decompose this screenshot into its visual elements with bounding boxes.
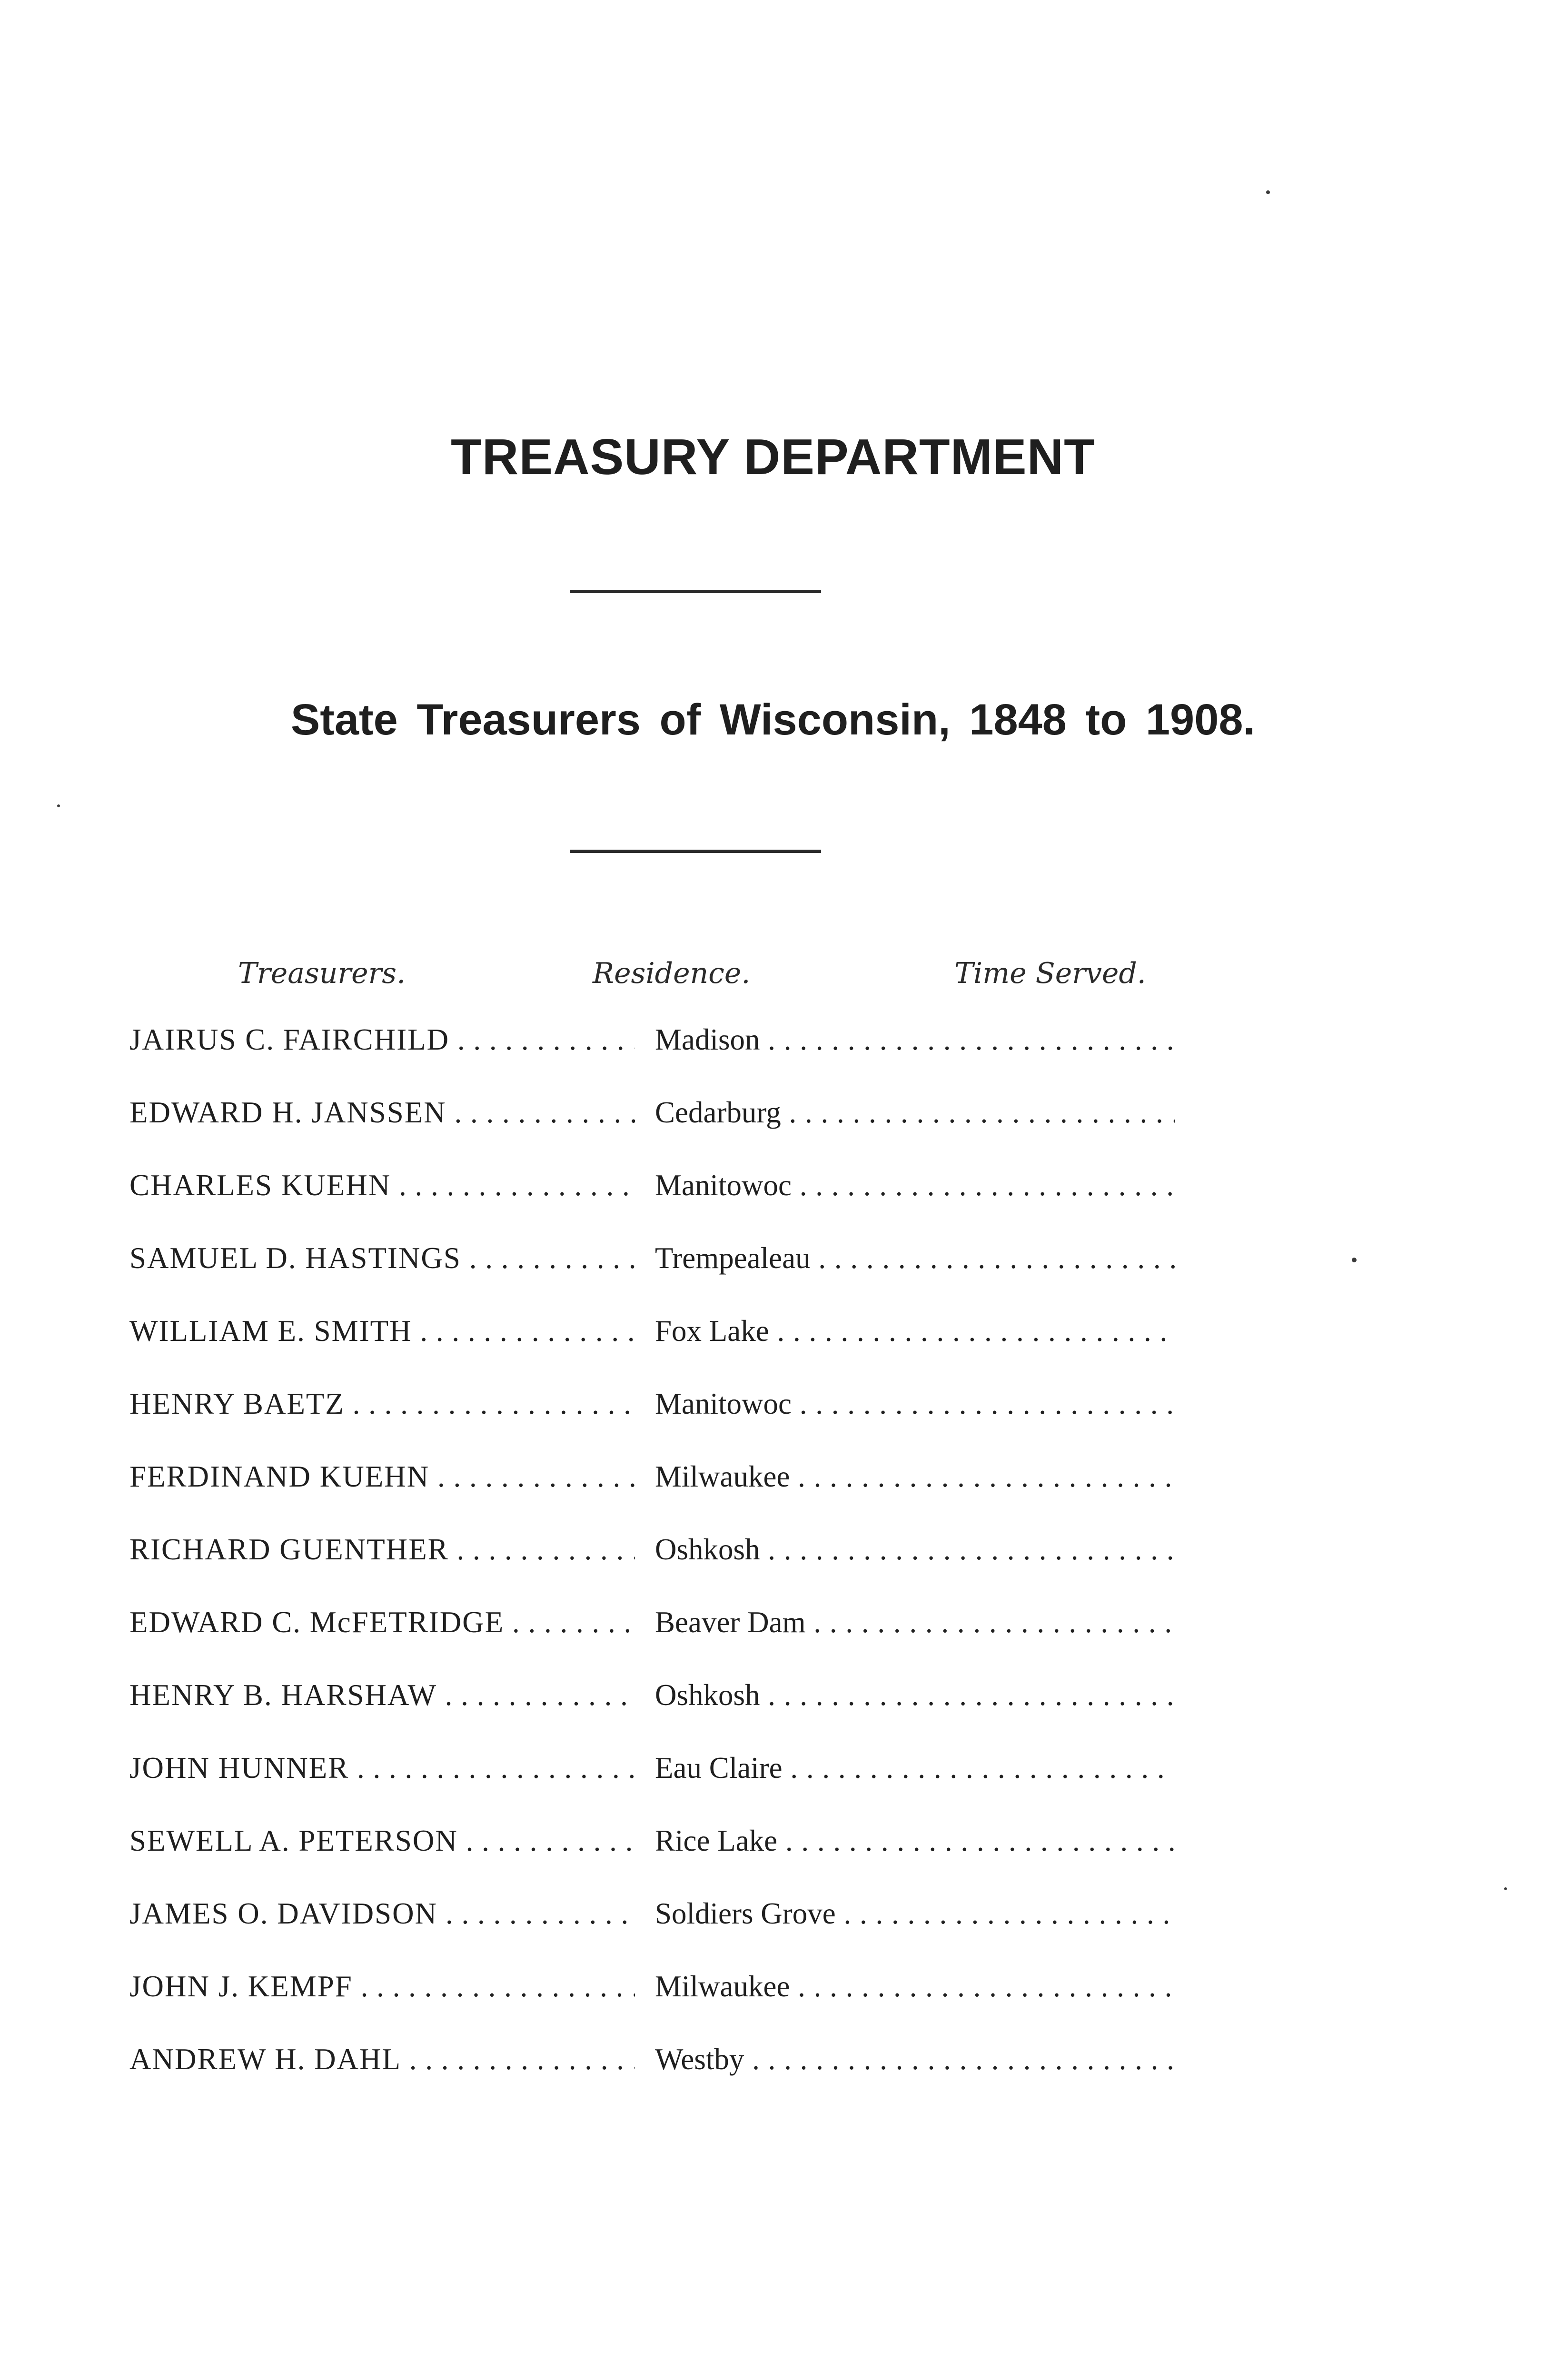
subtitle-divider bbox=[570, 850, 821, 853]
table-row bbox=[129, 1082, 1262, 1155]
treasurer-name: JOHN HUNNER . . . bbox=[129, 1751, 635, 1785]
treasurer-residence: Manitowoc . . . bbox=[655, 1387, 1175, 1421]
treasurer-residence: Cedarburg . . . bbox=[655, 1095, 1175, 1130]
treasurer-name: HENRY BAETZ . . . bbox=[129, 1387, 635, 1421]
treasurer-residence: Oshkosh . . . bbox=[655, 1678, 1175, 1713]
treasurer-name: EDWARD C. McFETRIDGE . . . bbox=[129, 1605, 635, 1640]
treasurer-residence: Fox Lake . . . bbox=[655, 1314, 1175, 1349]
treasurer-name: SAMUEL D. HASTINGS . . . bbox=[129, 1241, 635, 1276]
treasurer-residence: Westby . . . bbox=[655, 2042, 1175, 2077]
treasurer-name: ANDREW H. DAHL . . . bbox=[129, 2042, 635, 2077]
table-row bbox=[129, 1155, 1262, 1228]
page-subtitle: State Treasurers of Wisconsin, 1848 to 1908. bbox=[290, 695, 1256, 744]
table-row bbox=[129, 1810, 1262, 1883]
table-row bbox=[129, 2029, 1262, 2102]
column-headers bbox=[0, 957, 1546, 1000]
column-header-residence: Residence. bbox=[593, 957, 751, 990]
department-title: TREASURY DEPARTMENT bbox=[451, 429, 1095, 485]
table-row bbox=[129, 1737, 1262, 1810]
treasurer-residence: Milwaukee . . . bbox=[655, 1459, 1175, 1494]
treasurer-residence: Rice Lake . . . bbox=[655, 1824, 1175, 1858]
table-row bbox=[129, 1009, 1262, 1082]
treasurer-name: JAIRUS C. FAIRCHILD . . . bbox=[129, 1022, 635, 1057]
treasurer-name: HENRY B. HARSHAW . . . bbox=[129, 1678, 635, 1713]
treasurer-residence: Manitowoc . . . bbox=[655, 1168, 1175, 1203]
treasurer-name: WILLIAM E. SMITH . . . bbox=[129, 1314, 635, 1349]
table-row bbox=[129, 1519, 1262, 1592]
treasurer-residence: Milwaukee . . . bbox=[655, 1969, 1175, 2004]
treasurers-table bbox=[129, 1009, 1262, 2102]
scan-speck bbox=[57, 804, 60, 807]
column-header-time-served: Time Served. bbox=[954, 957, 1146, 990]
scan-speck bbox=[1504, 1887, 1507, 1890]
treasurer-residence: Beaver Dam . . . bbox=[655, 1605, 1175, 1640]
scan-speck bbox=[1266, 190, 1270, 194]
treasurer-residence: Trempealeau . . . bbox=[655, 1241, 1175, 1276]
treasurer-name: JAMES O. DAVIDSON . . . bbox=[129, 1896, 635, 1931]
treasurer-residence: Madison . . . bbox=[655, 1022, 1175, 1057]
treasurer-name: FERDINAND KUEHN . . . bbox=[129, 1459, 635, 1494]
table-row bbox=[129, 1883, 1262, 1956]
table-row bbox=[129, 1956, 1262, 2029]
treasurer-residence: Oshkosh . . . bbox=[655, 1532, 1175, 1567]
treasurer-name: SEWELL A. PETERSON . . . bbox=[129, 1824, 635, 1858]
table-row bbox=[129, 1300, 1262, 1373]
table-row bbox=[129, 1446, 1262, 1519]
treasurer-name: JOHN J. KEMPF . . . bbox=[129, 1969, 635, 2004]
column-header-treasurers: Treasurers. bbox=[238, 957, 406, 990]
treasurer-name: CHARLES KUEHN . . . bbox=[129, 1168, 635, 1203]
treasurer-name: RICHARD GUENTHER . . . bbox=[129, 1532, 635, 1567]
treasurer-name: EDWARD H. JANSSEN . . . bbox=[129, 1095, 635, 1130]
treasurer-residence: Soldiers Grove . . . bbox=[655, 1896, 1175, 1931]
table-row bbox=[129, 1665, 1262, 1737]
table-row bbox=[129, 1373, 1262, 1446]
table-row bbox=[129, 1228, 1262, 1300]
table-row bbox=[129, 1592, 1262, 1665]
treasurer-residence: Eau Claire . . . bbox=[655, 1751, 1175, 1785]
scan-speck bbox=[1352, 1258, 1357, 1262]
title-divider bbox=[570, 590, 821, 593]
